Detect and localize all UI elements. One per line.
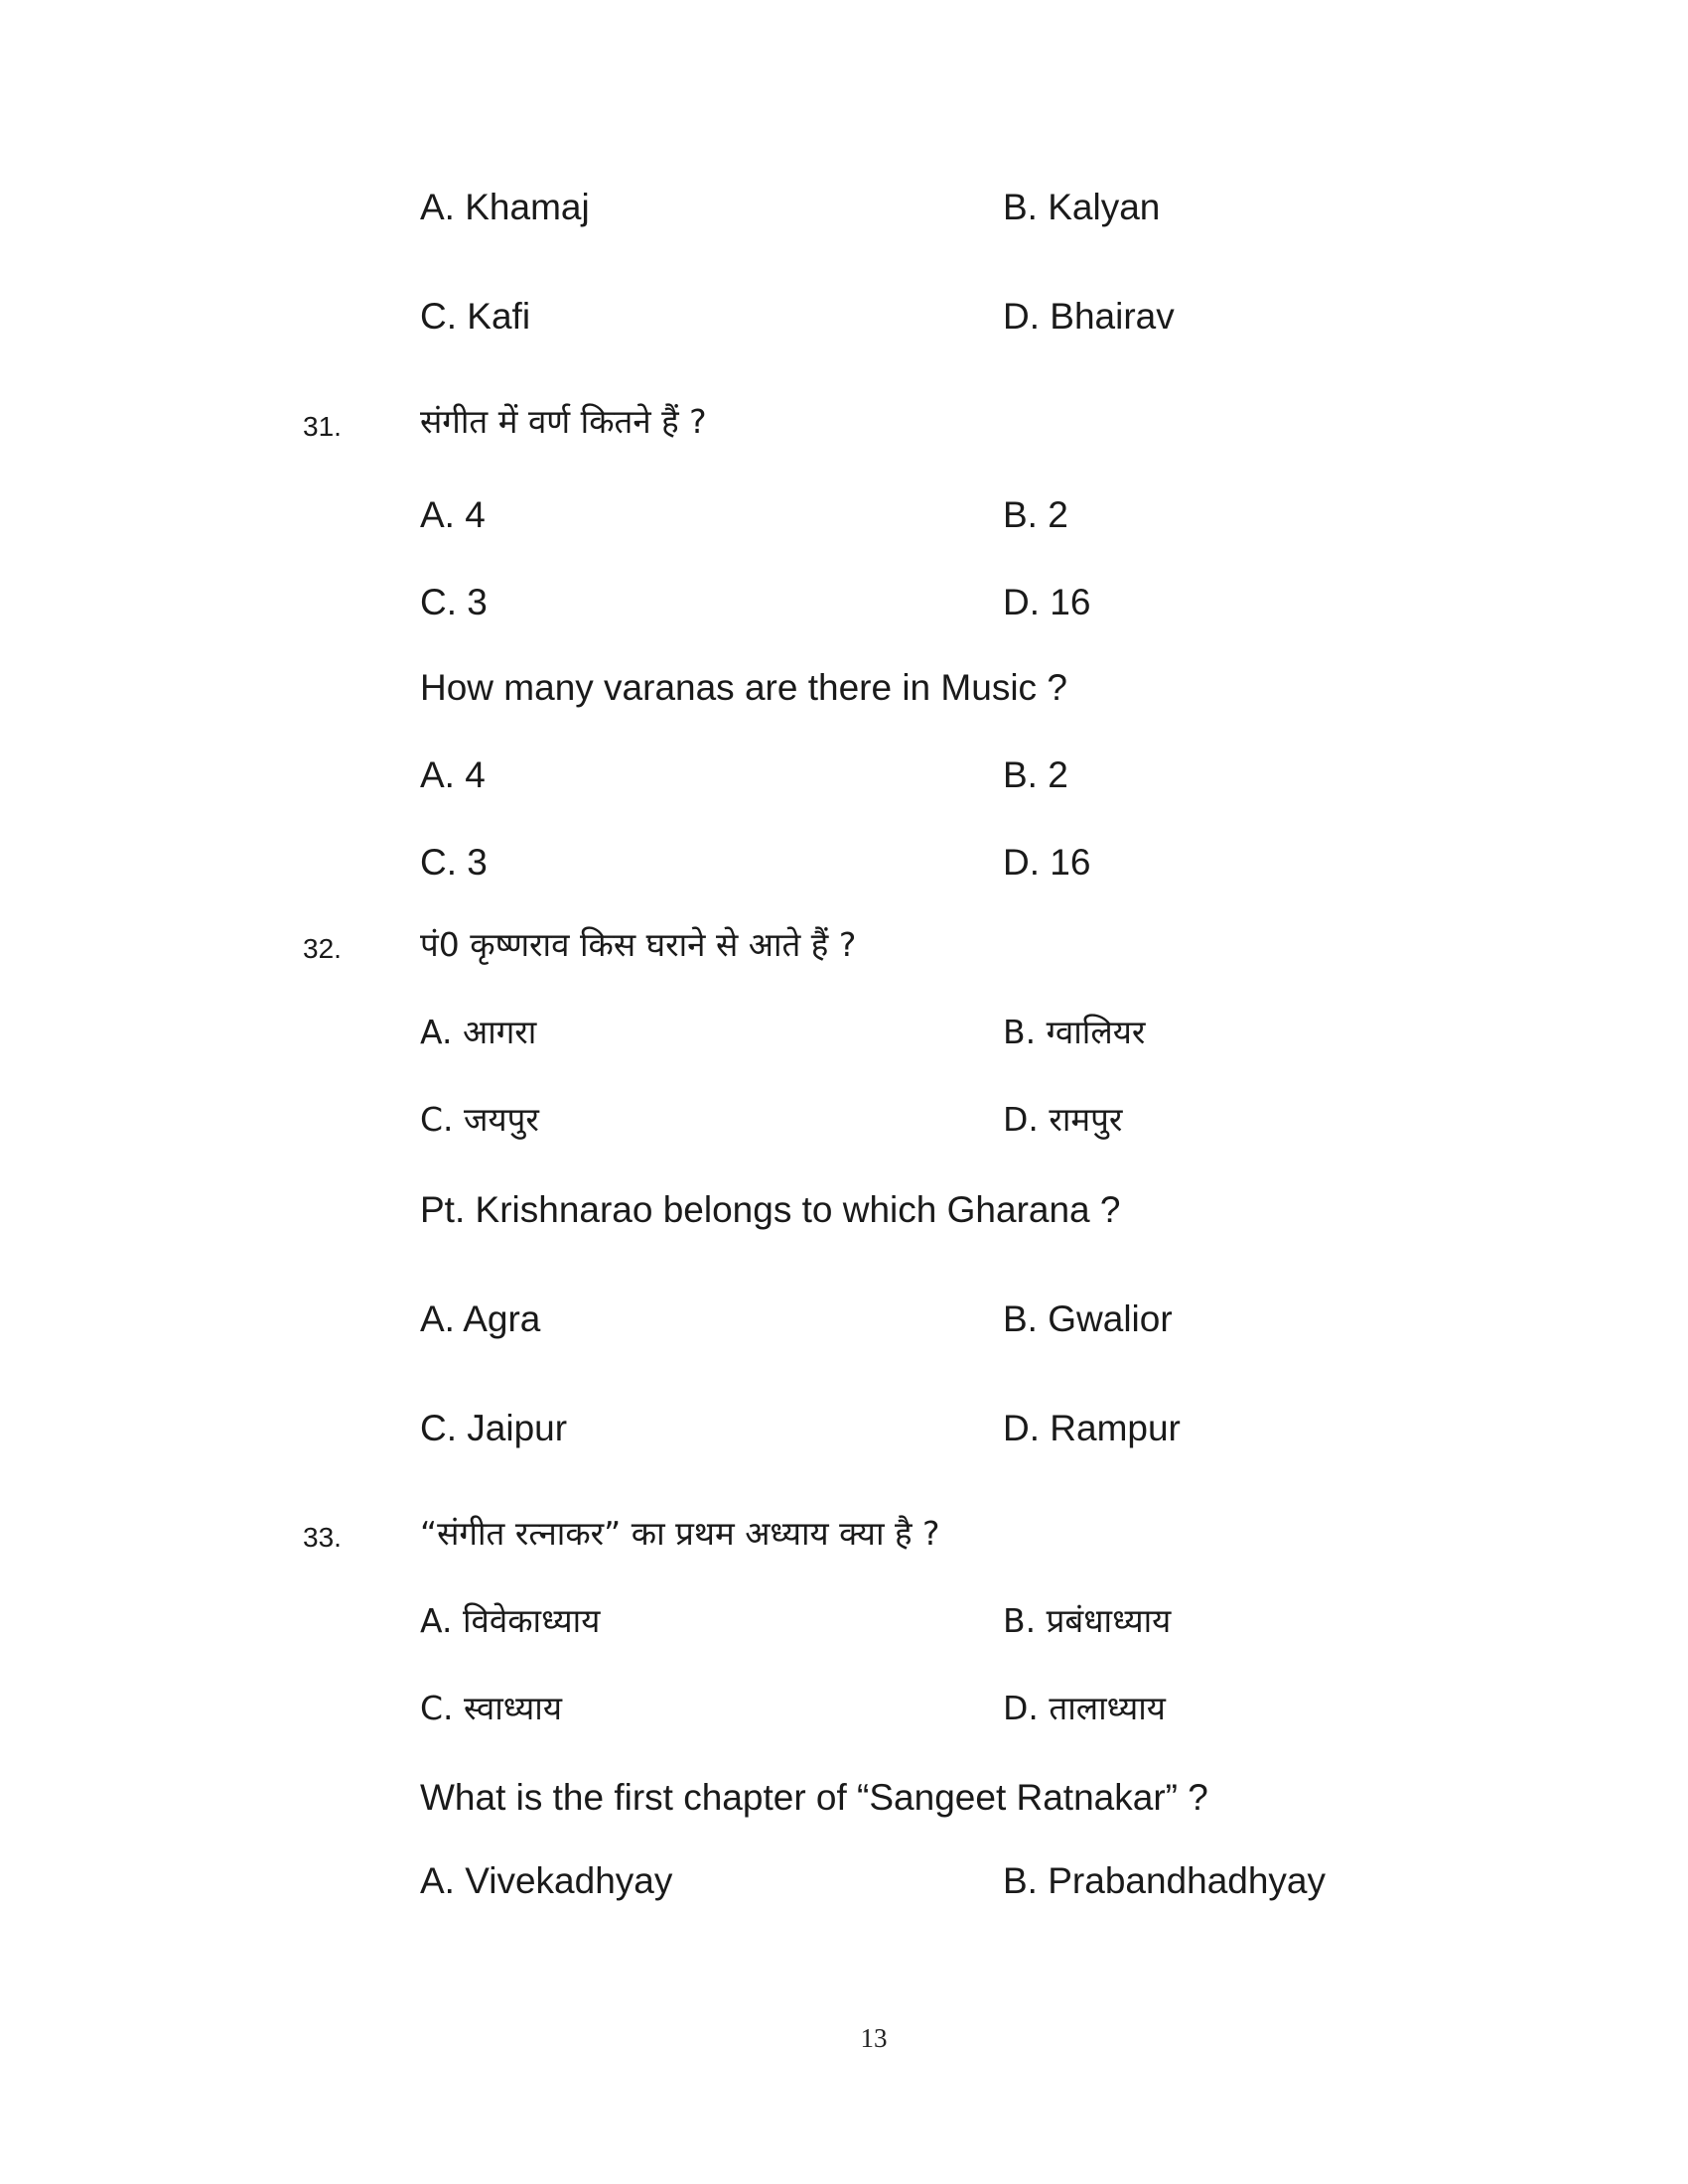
q32-hindi-option-a: A. आगरा: [420, 1013, 537, 1051]
q32-english-option-b: B. Gwalior: [1003, 1298, 1173, 1339]
q31-question-hindi: संगीत में वर्ण कितने हैं ?: [420, 402, 707, 441]
q33-question-english: What is the first chapter of “Sangeet Ratnakar” ?: [420, 1777, 1208, 1818]
q31-hindi-option-c: C. 3: [420, 582, 488, 622]
q32-english-option-a: A. Agra: [420, 1298, 541, 1339]
q33-question-hindi: “संगीत रत्नाकर” का प्रथम अध्याय क्या है ?: [420, 1514, 940, 1553]
q33-hindi-option-a: A. विवेकाध्याय: [420, 1601, 601, 1640]
q30-option-a: A. Khamaj: [420, 187, 590, 227]
q31-english-option-c: C. 3: [420, 842, 488, 883]
q31-english-option-a: A. 4: [420, 754, 486, 795]
q33-english-option-b: B. Prabandhadhyay: [1003, 1860, 1327, 1901]
q33-english-option-a: A. Vivekadhyay: [420, 1860, 673, 1901]
q33-hindi-option-c: C. स्वाध्याय: [420, 1689, 562, 1727]
q30-option-b: B. Kalyan: [1003, 187, 1161, 227]
q32-question-english: Pt. Krishnarao belongs to which Gharana ?: [420, 1189, 1121, 1230]
q33-hindi-option-b: B. प्रबंधाध्याय: [1003, 1601, 1172, 1640]
q31-english-option-d: D. 16: [1003, 842, 1091, 883]
q31-hindi-option-b: B. 2: [1003, 494, 1068, 535]
q32-hindi-option-d: D. रामपुर: [1003, 1100, 1123, 1139]
q33-hindi-option-d: D. तालाध्याय: [1003, 1689, 1166, 1727]
q31-hindi-option-d: D. 16: [1003, 582, 1091, 622]
page-number: 13: [860, 2023, 888, 2053]
q32-hindi-option-b: B. ग्वालियर: [1003, 1013, 1146, 1051]
q31-hindi-option-a: A. 4: [420, 494, 486, 535]
q31-english-option-b: B. 2: [1003, 754, 1068, 795]
q31-number: 31.: [303, 411, 342, 442]
q32-question-hindi: पं0 कृष्णराव किस घराने से आते हैं ?: [420, 925, 857, 964]
q30-option-c: C. Kafi: [420, 296, 531, 337]
q31-question-english: How many varanas are there in Music ?: [420, 667, 1067, 708]
q33-number: 33.: [303, 1522, 342, 1553]
q32-english-option-c: C. Jaipur: [420, 1408, 568, 1448]
q32-number: 32.: [303, 933, 342, 964]
q32-english-option-d: D. Rampur: [1003, 1408, 1181, 1448]
q32-hindi-option-c: C. जयपुर: [420, 1100, 539, 1139]
q30-option-d: D. Bhairav: [1003, 296, 1175, 337]
